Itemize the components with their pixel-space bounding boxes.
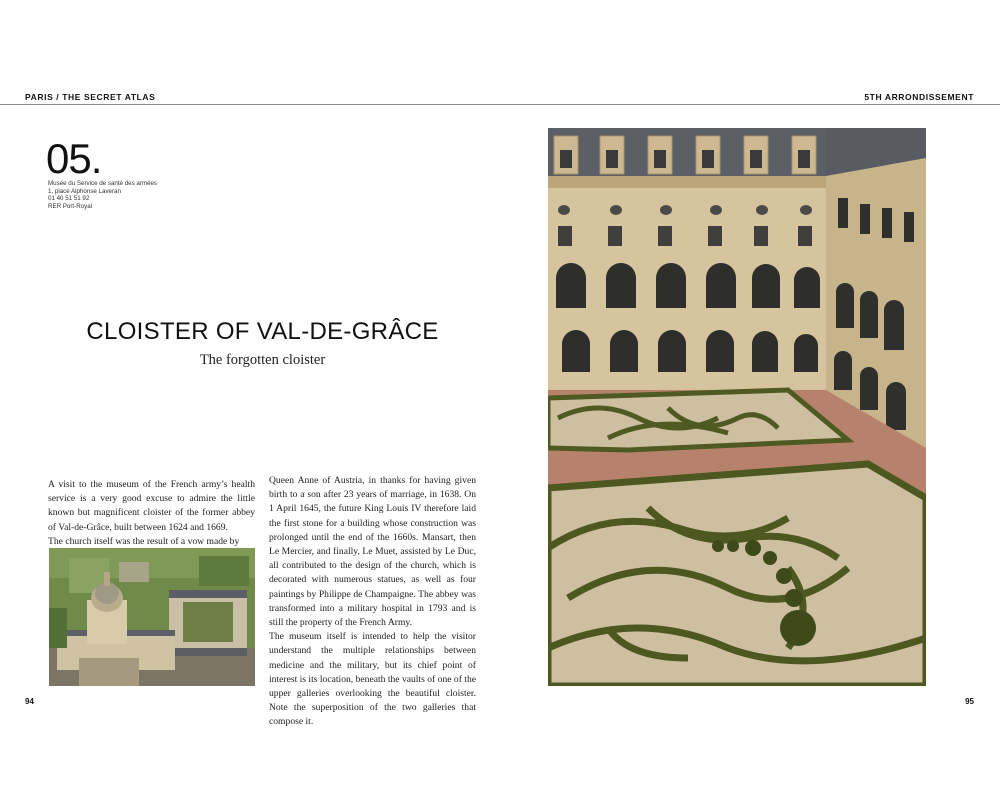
address-line: 1, place Alphonse Laveran — [48, 187, 121, 195]
entry-number: 05. — [46, 135, 102, 182]
running-head-right: 5TH ARRONDISSEMENT — [864, 92, 974, 102]
article-title: CLOISTER OF VAL-DE-GRÂCE — [86, 318, 439, 345]
body-column-right — [269, 474, 476, 730]
running-head-left: PARIS / THE SECRET ATLAS — [25, 92, 156, 102]
page-number-left: 94 — [25, 697, 34, 706]
address-line: 01 40 51 51 92 — [48, 195, 90, 203]
article-subtitle: The forgotten cloister — [199, 352, 326, 368]
page-number-right: 95 — [965, 697, 974, 706]
aerial-photo — [49, 548, 255, 686]
header-rule — [0, 104, 1000, 105]
paragraph: Queen Anne of Austria, in thanks for having given birth to a son after 23 years of marriage, in 1638. On 1 April 1645, the future King Louis IV therefore laid the first stone for a building whose construction was prolonged until the end of the 1660s. Mansart, then Le Mercier, and finally, Le Muet, assisted by Le Duc, all contributed to the design of the church, which is decorated with numerous statues, as well as four paintings by Philippe de Champaigne. The abbey was transformed into a military hospital in 1793 and is still the property of the French Army. — [269, 475, 476, 629]
address-line: RER Port-Royal — [48, 202, 93, 210]
cloister-photo — [548, 128, 926, 686]
address-line: Musée du Service de santé des armées — [48, 180, 158, 187]
body-column-left — [48, 478, 255, 549]
address-block — [48, 180, 157, 210]
paragraph: The museum itself is intended to help the visitor understand the multiple relationships between medicine and the military, but its chief point of interest is its location, beneath the vaults of one of the upper galleries overlooking the beautiful cloister. Note the superposition of the two galleries that compose it. — [269, 631, 477, 728]
paragraph: A visit to the museum of the French army’s health service is a very good excuse to admire the little known but magnificent cloister of the former abbey of Val-de-Grâce, built between 1624 and 1669. — [48, 479, 255, 533]
paragraph: The church itself was the result of a vow made by — [48, 535, 240, 547]
